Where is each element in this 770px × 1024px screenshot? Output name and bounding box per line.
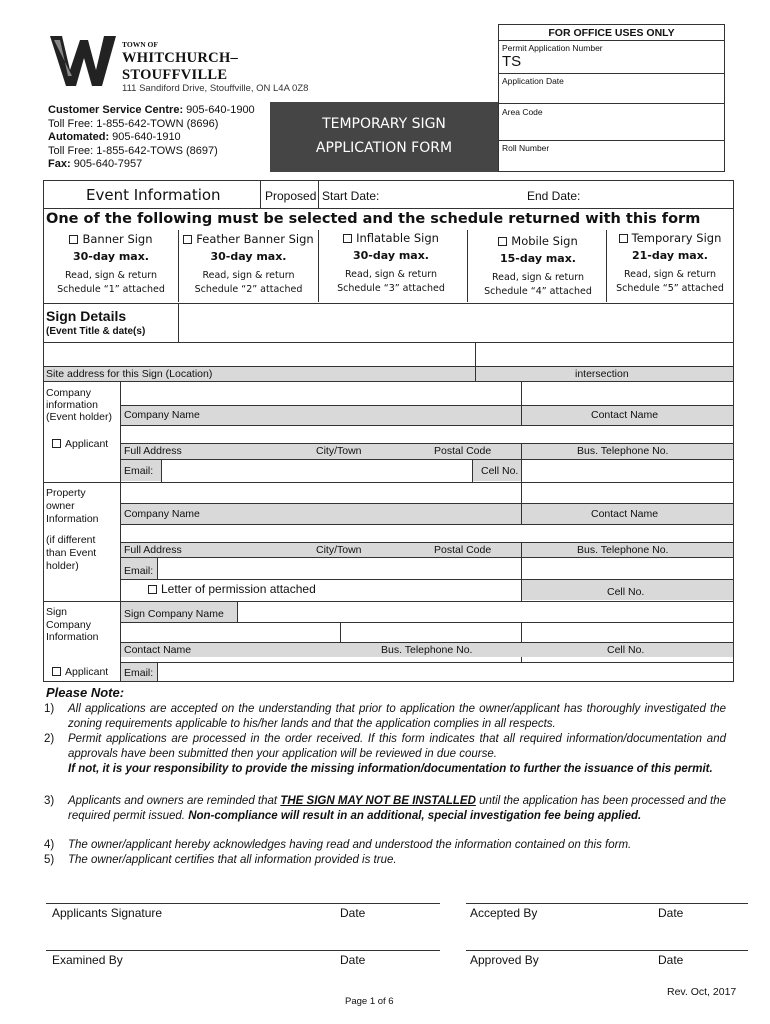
note-3: 3) Applicants and owners are reminded that THE SIGN MAY NOT BE INSTALLED until the application has been processed and the required permit issued. Non-compliance will result in an additional, special investigation fee being applied. — [44, 795, 727, 822]
company-applicant-checkbox[interactable]: Applicant — [52, 438, 108, 450]
checkbox-letter[interactable] — [148, 585, 157, 594]
permit-number-label: Permit Application Number — [502, 43, 603, 53]
sign-contact-name-field[interactable] — [121, 623, 339, 642]
checkbox-applicant-signco[interactable] — [52, 667, 61, 676]
csc-phone: 905-640-1900 — [186, 104, 255, 116]
property-bus-tel-label: Bus. Telephone No. — [577, 544, 669, 556]
property-city-label: City/Town — [316, 544, 362, 556]
note-2: 2) Permit applications are processed in the order received. If this form indicates that all required information/documentation and approvals have been submitted then your application will be reviewed in due course. If not, it is your responsibility to provide the missing information/documentation to further the issuance of this permit. — [44, 733, 726, 775]
note-1: 1) All applications are accepted on the understanding that prior to application the owner/applicant has thoroughly investigated the zoning requirements applicable to his/her lands and that the application complies in all respects. — [44, 703, 726, 730]
intersection-label: intersection — [575, 368, 629, 380]
sign-details-title: Sign Details — [46, 308, 127, 324]
cell-label: Cell No. — [481, 465, 519, 477]
fax-number: 905-640-7957 — [73, 158, 143, 171]
property-address-field[interactable] — [121, 525, 733, 542]
option-feather-banner-sign[interactable]: Feather Banner Sign 30-day max. Read, sign & return Schedule “2” attached — [180, 232, 317, 297]
revision-date: Rev. Oct, 2017 — [667, 986, 737, 998]
note-5: 5) The owner/applicant certifies that all information provided is true. — [44, 854, 397, 866]
end-date-field[interactable]: End Date: — [527, 189, 581, 203]
property-postal-label: Postal Code — [434, 544, 492, 556]
checkbox-inflatable[interactable] — [343, 234, 352, 243]
postal-code-label: Postal Code — [434, 445, 492, 457]
intersection-field[interactable] — [476, 343, 733, 365]
contact-name-label: Contact Name — [591, 409, 659, 421]
sign-company-label: Sign Company Information — [46, 606, 99, 643]
property-company-name-label: Company Name — [124, 508, 200, 520]
contact-name-field[interactable] — [522, 382, 733, 404]
tollfree-tows: Toll Free: 1-855-642-TOWS (8697) — [48, 144, 218, 157]
fax-label: Fax: — [48, 158, 71, 171]
property-full-address-label: Full Address — [124, 544, 182, 556]
property-contact-name-label: Contact Name — [591, 508, 659, 520]
property-email-label: Email: — [124, 565, 154, 577]
application-date-label: Application Date — [502, 76, 564, 86]
company-name-label: Company Name — [124, 409, 200, 421]
property-owner-label: Property owner Information (if different than Event holder) — [46, 487, 99, 572]
sign-contact-name-label: Contact Name — [124, 644, 192, 656]
option-inflatable-sign[interactable]: Inflatable Sign 30-day max. Read, sign & return Schedule “3” attached — [337, 231, 445, 294]
property-email-field[interactable] — [158, 558, 520, 579]
company-name-field[interactable] — [121, 382, 521, 404]
sign-cell-label: Cell No. — [607, 644, 645, 656]
examined-by-field[interactable]: Examined By — [52, 953, 123, 967]
page-number: Page 1 of 6 — [345, 996, 394, 1007]
automated-phone: 905-640-1910 — [112, 131, 181, 144]
option-mobile-sign[interactable]: Mobile Sign 15-day max. Read, sign & return Schedule “4” attached — [484, 234, 592, 297]
event-info-label: Event Information — [86, 186, 221, 204]
logo-address: 111 Sandiford Drive, Stouffville, ON L4A 0Z8 — [122, 83, 309, 94]
sign-company-name-label: Sign Company Name — [124, 608, 224, 620]
contact-info — [48, 104, 255, 172]
csc-label: Customer Service Centre: — [48, 104, 184, 116]
notes-heading: Please Note: — [46, 685, 125, 700]
office-use-header: FOR OFFICE USES ONLY — [548, 27, 675, 39]
checkbox-applicant-company[interactable] — [52, 439, 61, 448]
approved-by-field[interactable]: Approved By — [470, 953, 539, 967]
tollfree-town: Toll Free: 1-855-642-TOWN (8696) — [48, 117, 219, 130]
sign-email-field[interactable] — [158, 663, 733, 681]
checkbox-mobile[interactable] — [498, 237, 507, 246]
examined-date-field[interactable]: Date — [340, 953, 366, 967]
site-address-field[interactable] — [44, 343, 474, 365]
full-address-field[interactable] — [121, 426, 733, 443]
logo-w-icon — [48, 30, 118, 90]
bus-telephone-label: Bus. Telephone No. — [577, 445, 669, 457]
accepted-date-field[interactable]: Date — [658, 906, 684, 920]
site-address-label: Site address for this Sign (Location) — [46, 368, 213, 380]
full-address-label: Full Address — [124, 445, 182, 457]
accepted-by-field[interactable]: Accepted By — [470, 906, 538, 920]
option-temporary-sign[interactable]: Temporary Sign 21-day max. Read, sign & return Schedule “5” attached — [616, 231, 724, 294]
roll-number-label: Roll Number — [502, 143, 550, 153]
logo-town-of: TOWN OF — [122, 40, 158, 49]
signco-applicant-checkbox[interactable]: Applicant — [52, 666, 108, 678]
email-label: Email: — [124, 465, 154, 477]
start-date-field[interactable]: Start Date: — [322, 189, 380, 203]
company-info-label: Company information (Event holder) — [46, 387, 112, 423]
sign-email-label: Email: — [124, 667, 154, 679]
area-code-label: Area Code — [502, 107, 543, 117]
property-company-name-field[interactable] — [121, 483, 521, 503]
applicant-signature-field[interactable]: Applicants Signature — [52, 906, 163, 920]
form-title-line1: TEMPORARY SIGN — [322, 116, 446, 132]
sign-bus-tel-label: Bus. Telephone No. — [381, 644, 473, 656]
permit-number-field[interactable]: TS — [502, 53, 522, 70]
form-title — [270, 102, 498, 172]
letter-of-permission-checkbox[interactable]: Letter of permission attached — [148, 582, 316, 596]
property-cell-label: Cell No. — [607, 586, 645, 598]
email-field[interactable] — [162, 460, 472, 481]
sign-details-sub: (Event Title & date(s) — [46, 326, 146, 337]
approved-date-field[interactable]: Date — [658, 953, 684, 967]
sign-company-name-field[interactable] — [238, 602, 733, 622]
checkbox-feather[interactable] — [183, 235, 192, 244]
city-label: City/Town — [316, 445, 362, 457]
event-title-field[interactable] — [179, 304, 733, 341]
note-4: 4) The owner/applicant hereby acknowledges having read and understood the information contained on this form. — [44, 839, 632, 851]
applicant-date-field[interactable]: Date — [340, 906, 366, 920]
proposed-label: Proposed — [265, 189, 317, 203]
logo-town-name: WHITCHURCH–STOUFFVILLE — [122, 50, 239, 83]
automated-label: Automated: — [48, 131, 110, 144]
selection-heading: One of the following must be selected and the schedule returned with this form — [46, 211, 701, 227]
option-banner-sign[interactable]: Banner Sign 30-day max. Read, sign & return Schedule “1” attached — [57, 232, 165, 295]
form-title-line2: APPLICATION FORM — [315, 140, 453, 156]
town-logo — [48, 30, 338, 100]
checkbox-temporary[interactable] — [619, 234, 628, 243]
checkbox-banner[interactable] — [69, 235, 78, 244]
